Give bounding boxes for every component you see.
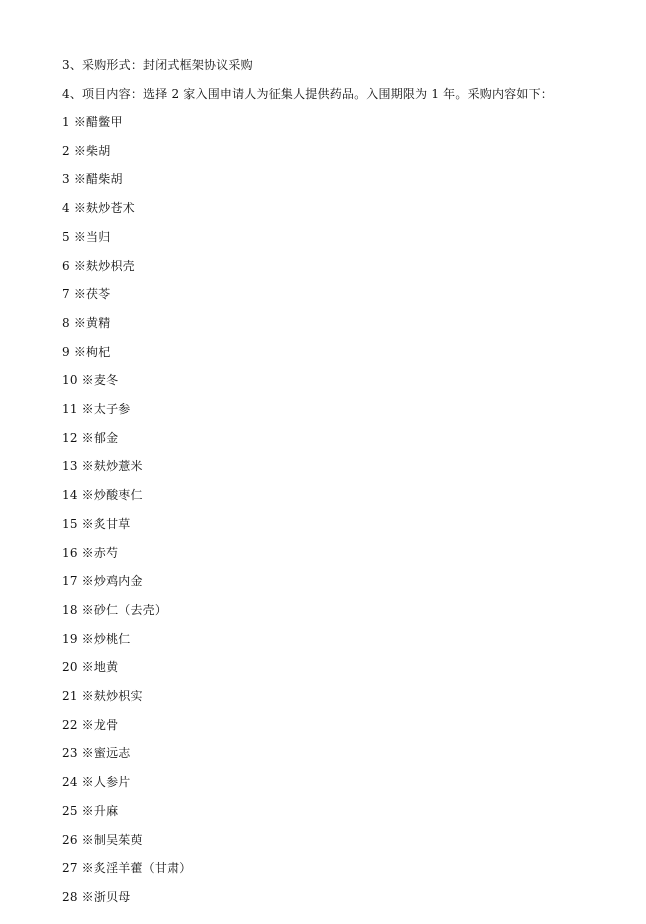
item-number: 2 <box>62 143 70 158</box>
item-number: 7 <box>62 287 70 302</box>
item-number: 18 <box>62 602 78 617</box>
item-number: 11 <box>62 402 78 416</box>
item-number: 22 <box>62 717 78 732</box>
list-item <box>62 803 118 819</box>
item-name: ※炙甘草 <box>81 516 131 531</box>
list-item <box>62 516 130 532</box>
item-number: 15 <box>62 516 78 531</box>
item-name: ※麦冬 <box>81 373 119 388</box>
project-content-line: 4、项目内容：选择 2 家入围申请人为征集人提供药品。入围期限为 1 年。采购内容如下： <box>62 87 553 101</box>
item-number: 13 <box>62 459 78 474</box>
item-name: ※浙贝母 <box>81 889 131 904</box>
item-number: 3 <box>62 172 70 187</box>
item-name: ※麸炒枳实 <box>81 689 143 703</box>
list-item <box>62 602 167 618</box>
list-item <box>62 860 191 876</box>
list-item <box>62 114 123 130</box>
list-item <box>62 286 110 302</box>
item-name: ※炒酸枣仁 <box>81 488 143 503</box>
item-name: ※龙骨 <box>81 717 119 732</box>
item-number: 25 <box>62 803 78 818</box>
item-name: ※麸炒苍术 <box>73 201 135 216</box>
item-name: ※黄精 <box>73 315 111 330</box>
item-name: ※茯苓 <box>73 287 111 302</box>
item-name: ※郁金 <box>81 430 119 445</box>
item-number: 6 <box>62 258 70 273</box>
list-item <box>62 774 130 790</box>
item-name: ※人参片 <box>81 775 131 790</box>
item-name: ※麸炒枳壳 <box>73 258 135 273</box>
list-item <box>62 889 130 905</box>
item-name: ※柴胡 <box>73 143 111 158</box>
item-number: 16 <box>62 545 78 560</box>
item-number: 9 <box>62 344 70 359</box>
item-name: ※麸炒薏米 <box>81 459 143 474</box>
item-number: 26 <box>62 832 78 847</box>
list-item <box>62 171 123 187</box>
list-item <box>62 229 110 245</box>
item-name: ※升麻 <box>81 803 119 818</box>
list-item <box>62 315 110 331</box>
item-number: 21 <box>62 689 78 703</box>
item-number: 27 <box>62 861 78 876</box>
item-name: ※醋鳖甲 <box>73 115 123 129</box>
list-item <box>62 372 118 388</box>
item-number: 17 <box>62 574 78 589</box>
list-item <box>62 458 143 474</box>
list-item <box>62 430 118 446</box>
item-name: ※醋柴胡 <box>73 172 123 187</box>
list-item <box>62 631 130 647</box>
item-name: ※太子参 <box>81 402 131 416</box>
list-item <box>62 688 143 704</box>
list-item <box>62 745 130 761</box>
list-item <box>62 832 143 848</box>
list-item <box>62 344 110 360</box>
item-number: 23 <box>62 746 78 761</box>
item-number: 4 <box>62 201 70 216</box>
list-item <box>62 200 135 216</box>
list-item <box>62 717 118 733</box>
item-number: 5 <box>62 229 70 244</box>
list-item <box>62 659 118 675</box>
item-name: ※制吴茱萸 <box>81 832 143 847</box>
item-name: ※当归 <box>73 229 111 244</box>
list-item <box>62 143 110 159</box>
item-number: 12 <box>62 430 78 445</box>
item-number: 28 <box>62 889 78 904</box>
item-number: 10 <box>62 373 78 388</box>
item-name: ※地黄 <box>81 660 119 675</box>
item-number: 24 <box>62 775 78 790</box>
item-number: 8 <box>62 315 70 330</box>
list-item <box>62 487 143 503</box>
item-number: 19 <box>62 631 78 646</box>
item-name: ※炙淫羊藿（甘肃） <box>81 861 192 876</box>
procurement-method-line: 3、采购形式：封闭式框架协议采购 <box>62 58 253 72</box>
item-number: 1 <box>62 115 70 129</box>
item-name: ※炒鸡内金 <box>81 574 143 589</box>
item-name: ※砂仁（去壳） <box>81 602 168 617</box>
list-item <box>62 401 130 417</box>
list-item <box>62 258 135 274</box>
list-item <box>62 573 143 589</box>
item-number: 14 <box>62 488 78 503</box>
item-name: ※枸杞 <box>73 344 111 359</box>
item-name: ※蜜远志 <box>81 746 131 761</box>
list-item <box>62 545 118 561</box>
item-name: ※赤芍 <box>81 545 119 560</box>
item-number: 20 <box>62 660 78 675</box>
item-name: ※炒桃仁 <box>81 631 131 646</box>
